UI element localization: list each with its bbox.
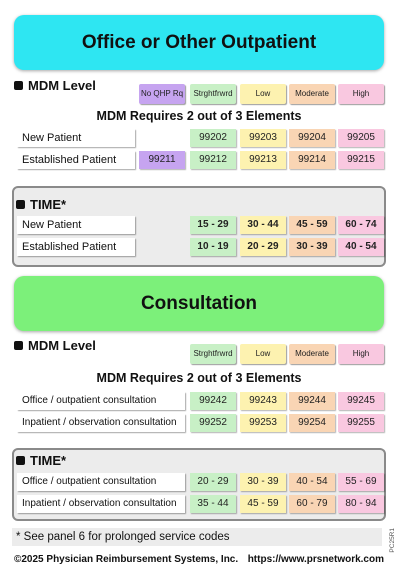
office-level-straightforward: Strghtfrwrd (190, 84, 236, 104)
time-cell: 10 - 19 (190, 238, 236, 256)
office-mdm-label: MDM Level (28, 78, 96, 93)
consult-level-low: Low (240, 344, 286, 364)
code-cell: 99242 (190, 392, 236, 410)
time-cell: 20 - 29 (240, 238, 286, 256)
code-cell: 99202 (190, 129, 236, 147)
consult-time-row-inpatient: Inpatient / observation consultation (17, 495, 185, 513)
consult-row-office: Office / outpatient consultation (17, 392, 185, 410)
code-cell: 99215 (338, 151, 384, 169)
consult-row-inpatient: Inpatient / observation consultation (17, 414, 185, 432)
time-cell: 45 - 59 (289, 216, 335, 234)
website-link[interactable]: https://www.prsnetwork.com (247, 554, 384, 565)
code-cell: 99212 (190, 151, 236, 169)
bullet-icon (16, 456, 25, 465)
code-cell: 99203 (240, 129, 286, 147)
office-title-banner: Office or Other Outpatient (14, 15, 384, 70)
copyright-text: ©2025 Physician Reimbursement Systems, Inc. (14, 554, 239, 565)
consult-mdm-requires: MDM Requires 2 out of 3 Elements (96, 371, 302, 385)
time-cell: 30 - 44 (240, 216, 286, 234)
bullet-icon (14, 81, 23, 90)
consult-time-row-office: Office / outpatient consultation (17, 473, 185, 491)
code-cell: 99214 (289, 151, 335, 169)
consult-mdm-heading (14, 338, 96, 353)
time-cell: 45 - 59 (240, 495, 286, 513)
bullet-icon (14, 341, 23, 350)
time-cell: 40 - 54 (338, 238, 384, 256)
office-level-low: Low (240, 84, 286, 104)
code-cell: 99245 (338, 392, 384, 410)
bullet-icon (16, 200, 25, 209)
footnote-prolonged-service: * See panel 6 for prolonged service codes (12, 528, 382, 546)
consult-title-banner: Consultation (14, 276, 384, 331)
code-cell: 99205 (338, 129, 384, 147)
office-row-new-patient: New Patient (17, 129, 135, 147)
code-cell: 99213 (240, 151, 286, 169)
office-mdm-heading (14, 78, 96, 93)
consult-time-heading (16, 453, 66, 468)
consult-level-high: High (338, 344, 384, 364)
code-cell: 99253 (240, 414, 286, 432)
office-time-heading (16, 197, 66, 212)
time-cell: 80 - 94 (338, 495, 384, 513)
office-time-row-new: New Patient (17, 216, 135, 234)
side-code: PC25R1 (389, 528, 396, 553)
office-row-established-patient: Established Patient (17, 151, 135, 169)
consult-level-straightforward: Strghtfrwrd (190, 344, 236, 364)
office-level-high: High (338, 84, 384, 104)
consult-mdm-label: MDM Level (28, 338, 96, 353)
time-cell: 60 - 74 (338, 216, 384, 234)
time-cell: 20 - 29 (190, 473, 236, 491)
code-cell: 99244 (289, 392, 335, 410)
code-cell: 99204 (289, 129, 335, 147)
office-level-moderate: Moderate (289, 84, 335, 104)
consult-level-moderate: Moderate (289, 344, 335, 364)
time-cell: 40 - 54 (289, 473, 335, 491)
code-cell: 99254 (289, 414, 335, 432)
code-cell: 99255 (338, 414, 384, 432)
code-cell: 99211 (139, 151, 185, 169)
time-cell: 35 - 44 (190, 495, 236, 513)
office-level-noqhp: No QHP Rq (139, 84, 185, 104)
consult-time-label: TIME* (30, 453, 67, 468)
time-cell: 60 - 79 (289, 495, 335, 513)
time-cell: 55 - 69 (338, 473, 384, 491)
office-mdm-requires: MDM Requires 2 out of 3 Elements (96, 109, 302, 123)
code-cell: 99243 (240, 392, 286, 410)
office-time-label: TIME* (30, 197, 67, 212)
time-cell: 15 - 29 (190, 216, 236, 234)
code-cell: 99252 (190, 414, 236, 432)
office-time-row-established: Established Patient (17, 238, 135, 256)
time-cell: 30 - 39 (240, 473, 286, 491)
time-cell: 30 - 39 (289, 238, 335, 256)
